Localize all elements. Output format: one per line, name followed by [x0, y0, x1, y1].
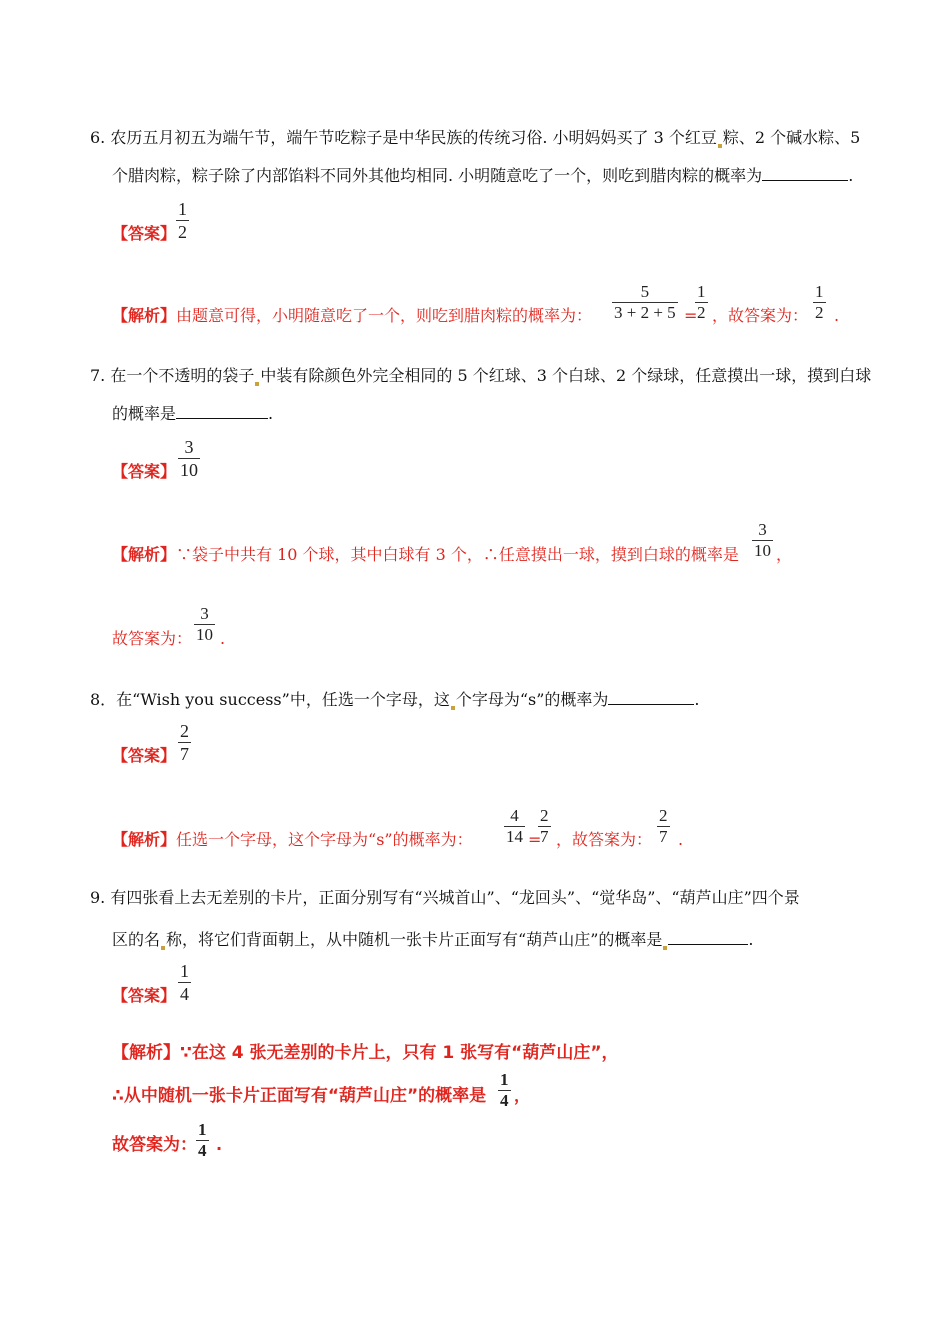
q8-analysis: 【解析】任选一个字母，这个字母为“s”的概率为：	[112, 830, 473, 849]
q6-answer-fraction: 1 2	[178, 199, 187, 242]
answer-blank	[608, 688, 694, 705]
q7-comma: ，	[776, 545, 793, 564]
q9-analysis-line1: 【解析】∵在这 4 张无差别的卡片上，只有 1 张写有“葫芦山庄”，	[112, 1043, 619, 1063]
q7-end: .	[220, 629, 226, 648]
q8-analysis-fraction-2: 2 7	[540, 806, 549, 846]
q9-end: .	[216, 1135, 223, 1154]
q6-analysis-fraction-2: 1 2	[697, 282, 706, 322]
q7-analysis: 【解析】∵袋子中共有 10 个球，其中白球有 3 个，∴任意摸出一球，摸到白球的概率是	[112, 545, 739, 564]
q6-equals: =	[684, 306, 698, 325]
q7-analysis-fraction-2: 3 10	[196, 604, 213, 644]
q9-answer-tag: 【答案】	[112, 986, 177, 1005]
marker-dot	[663, 946, 667, 950]
q7-conclusion: 故答案为：	[112, 629, 193, 648]
q9-comma: ，	[514, 1086, 531, 1105]
q6-analysis-fraction-1: 5 3 + 2 + 5	[614, 282, 676, 322]
q9-answer-fraction: 1 4	[180, 961, 189, 1004]
answer-blank	[668, 928, 748, 945]
marker-dot	[255, 382, 259, 386]
marker-dot	[451, 706, 455, 710]
q6-analysis: 【解析】由题意可得，小明随意吃了一个，则吃到腊肉粽的概率为：	[112, 306, 593, 325]
q9-conclusion: 故答案为：	[112, 1135, 197, 1155]
q7-line2: 的概率是 .	[112, 404, 274, 423]
q9-analysis-fraction-2: 1 4	[198, 1120, 207, 1160]
q8-answer-fraction: 2 7	[180, 721, 189, 764]
q8-equals: =	[528, 830, 542, 849]
q9-analysis-line2: ∴从中随机一张卡片正面写有“葫芦山庄”的概率是	[112, 1086, 487, 1106]
marker-dot	[161, 946, 165, 950]
q8-analysis-fraction-3: 2 7	[659, 806, 668, 846]
q6-analysis-fraction-3: 1 2	[815, 282, 824, 322]
q7-answer-tag: 【答案】	[112, 462, 177, 481]
q6-line1: 6. 农历五月初五为端午节，端午节吃粽子是中华民族的传统习俗. 小明妈妈买了 3 个红豆 粽、2 个碱水粽、5	[90, 128, 861, 147]
q8-answer-tag: 【答案】	[112, 746, 177, 765]
q7-analysis-fraction-1: 3 10	[754, 520, 771, 560]
q9-analysis-fraction-1: 1 4	[500, 1070, 509, 1110]
q7-line1: 7. 在一个不透明的袋子 中装有除颜色外完全相同的 5 个红球、3 个白球、2 个绿球，任意摸出一球，摸到白球	[90, 366, 872, 385]
q9-line2: 区的名 称，将它们背面朝上，从中随机一张卡片正面写有“葫芦山庄”的概率是 .	[112, 930, 754, 949]
answer-blank	[762, 164, 848, 181]
q6-answer-tag: 【答案】	[112, 224, 177, 243]
answer-blank	[176, 402, 268, 419]
q6-analysis-text2: ，故答案为：	[712, 306, 809, 325]
q6-end: .	[834, 306, 840, 325]
marker-dot	[718, 144, 722, 148]
q8-analysis-text2: ，故答案为：	[556, 830, 653, 849]
q9-line1: 9. 有四张看上去无差别的卡片，正面分别写有“兴城首山”、“龙回头”、“觉华岛”、“葫芦山庄”四个景	[90, 888, 800, 907]
q7-answer-fraction: 3 10	[180, 437, 198, 480]
q8-analysis-fraction-1: 4 14	[506, 806, 523, 846]
q8-end: .	[678, 830, 684, 849]
q6-line2: 个腊肉粽，粽子除了内部馅料不同外其他均相同. 小明随意吃了一个，则吃到腊肉粽的概率为 .	[112, 166, 854, 185]
q8-line1: 8．在“Wish you success”中，任选一个字母，这 个字母为“s”的概率为 .	[90, 690, 700, 709]
